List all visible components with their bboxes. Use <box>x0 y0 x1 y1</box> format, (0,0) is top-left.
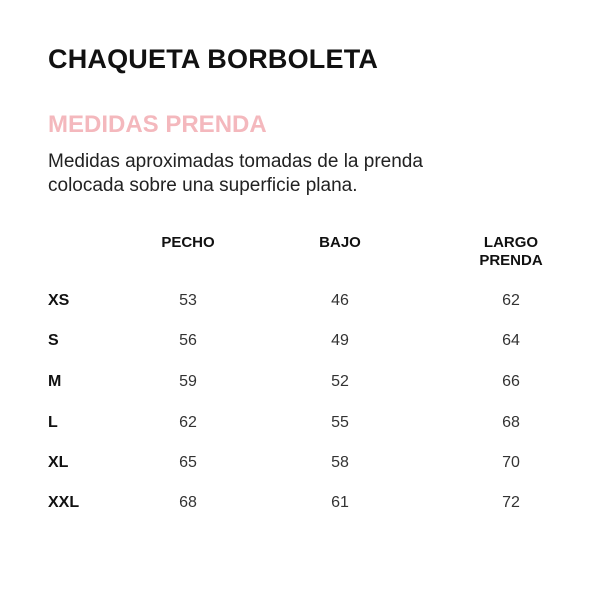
largo-value: 68 <box>502 414 520 431</box>
largo-value: 64 <box>502 332 520 349</box>
header-pecho-label: PECHO <box>161 234 215 251</box>
size-label: M <box>48 373 62 390</box>
pecho-value: 62 <box>179 414 197 431</box>
pecho-value: 59 <box>179 373 197 390</box>
size-label: XXL <box>48 494 80 511</box>
header-pecho <box>138 234 238 252</box>
size-label: S <box>48 332 59 349</box>
largo-value: 70 <box>502 454 520 471</box>
largo-value: 72 <box>502 494 520 511</box>
bajo-value: 55 <box>331 414 349 431</box>
bajo-value: 52 <box>331 373 349 390</box>
header-largo-label-line-2: PRENDA <box>479 252 543 269</box>
largo-value: 62 <box>502 292 520 309</box>
header-largo-prenda <box>461 234 561 270</box>
table-row <box>0 448 600 478</box>
description-line-2: colocada sobre una superficie plana. <box>48 175 358 196</box>
size-label: L <box>48 414 58 431</box>
page-title: CHAQUETA BORBOLETA <box>48 44 379 74</box>
bajo-value: 46 <box>331 292 349 309</box>
table-row <box>0 488 600 518</box>
bajo-value: 49 <box>331 332 349 349</box>
size-label: XL <box>48 454 69 471</box>
pecho-value: 56 <box>179 332 197 349</box>
section-title: MEDIDAS PRENDA <box>48 111 267 138</box>
pecho-value: 65 <box>179 454 197 471</box>
table-row <box>0 326 600 356</box>
description-line-1: Medidas aproximadas tomadas de la prenda <box>48 151 423 172</box>
table-row <box>0 367 600 397</box>
pecho-value: 53 <box>179 292 197 309</box>
table-row <box>0 408 600 438</box>
description <box>48 150 548 198</box>
pecho-value: 68 <box>179 494 197 511</box>
header-bajo-label: BAJO <box>319 234 361 251</box>
bajo-value: 61 <box>331 494 349 511</box>
bajo-value: 58 <box>331 454 349 471</box>
header-largo-label-line-1: LARGO <box>483 234 539 251</box>
size-label: XS <box>48 292 70 309</box>
largo-value: 66 <box>502 373 520 390</box>
header-bajo <box>290 234 390 252</box>
table-row <box>0 286 600 316</box>
